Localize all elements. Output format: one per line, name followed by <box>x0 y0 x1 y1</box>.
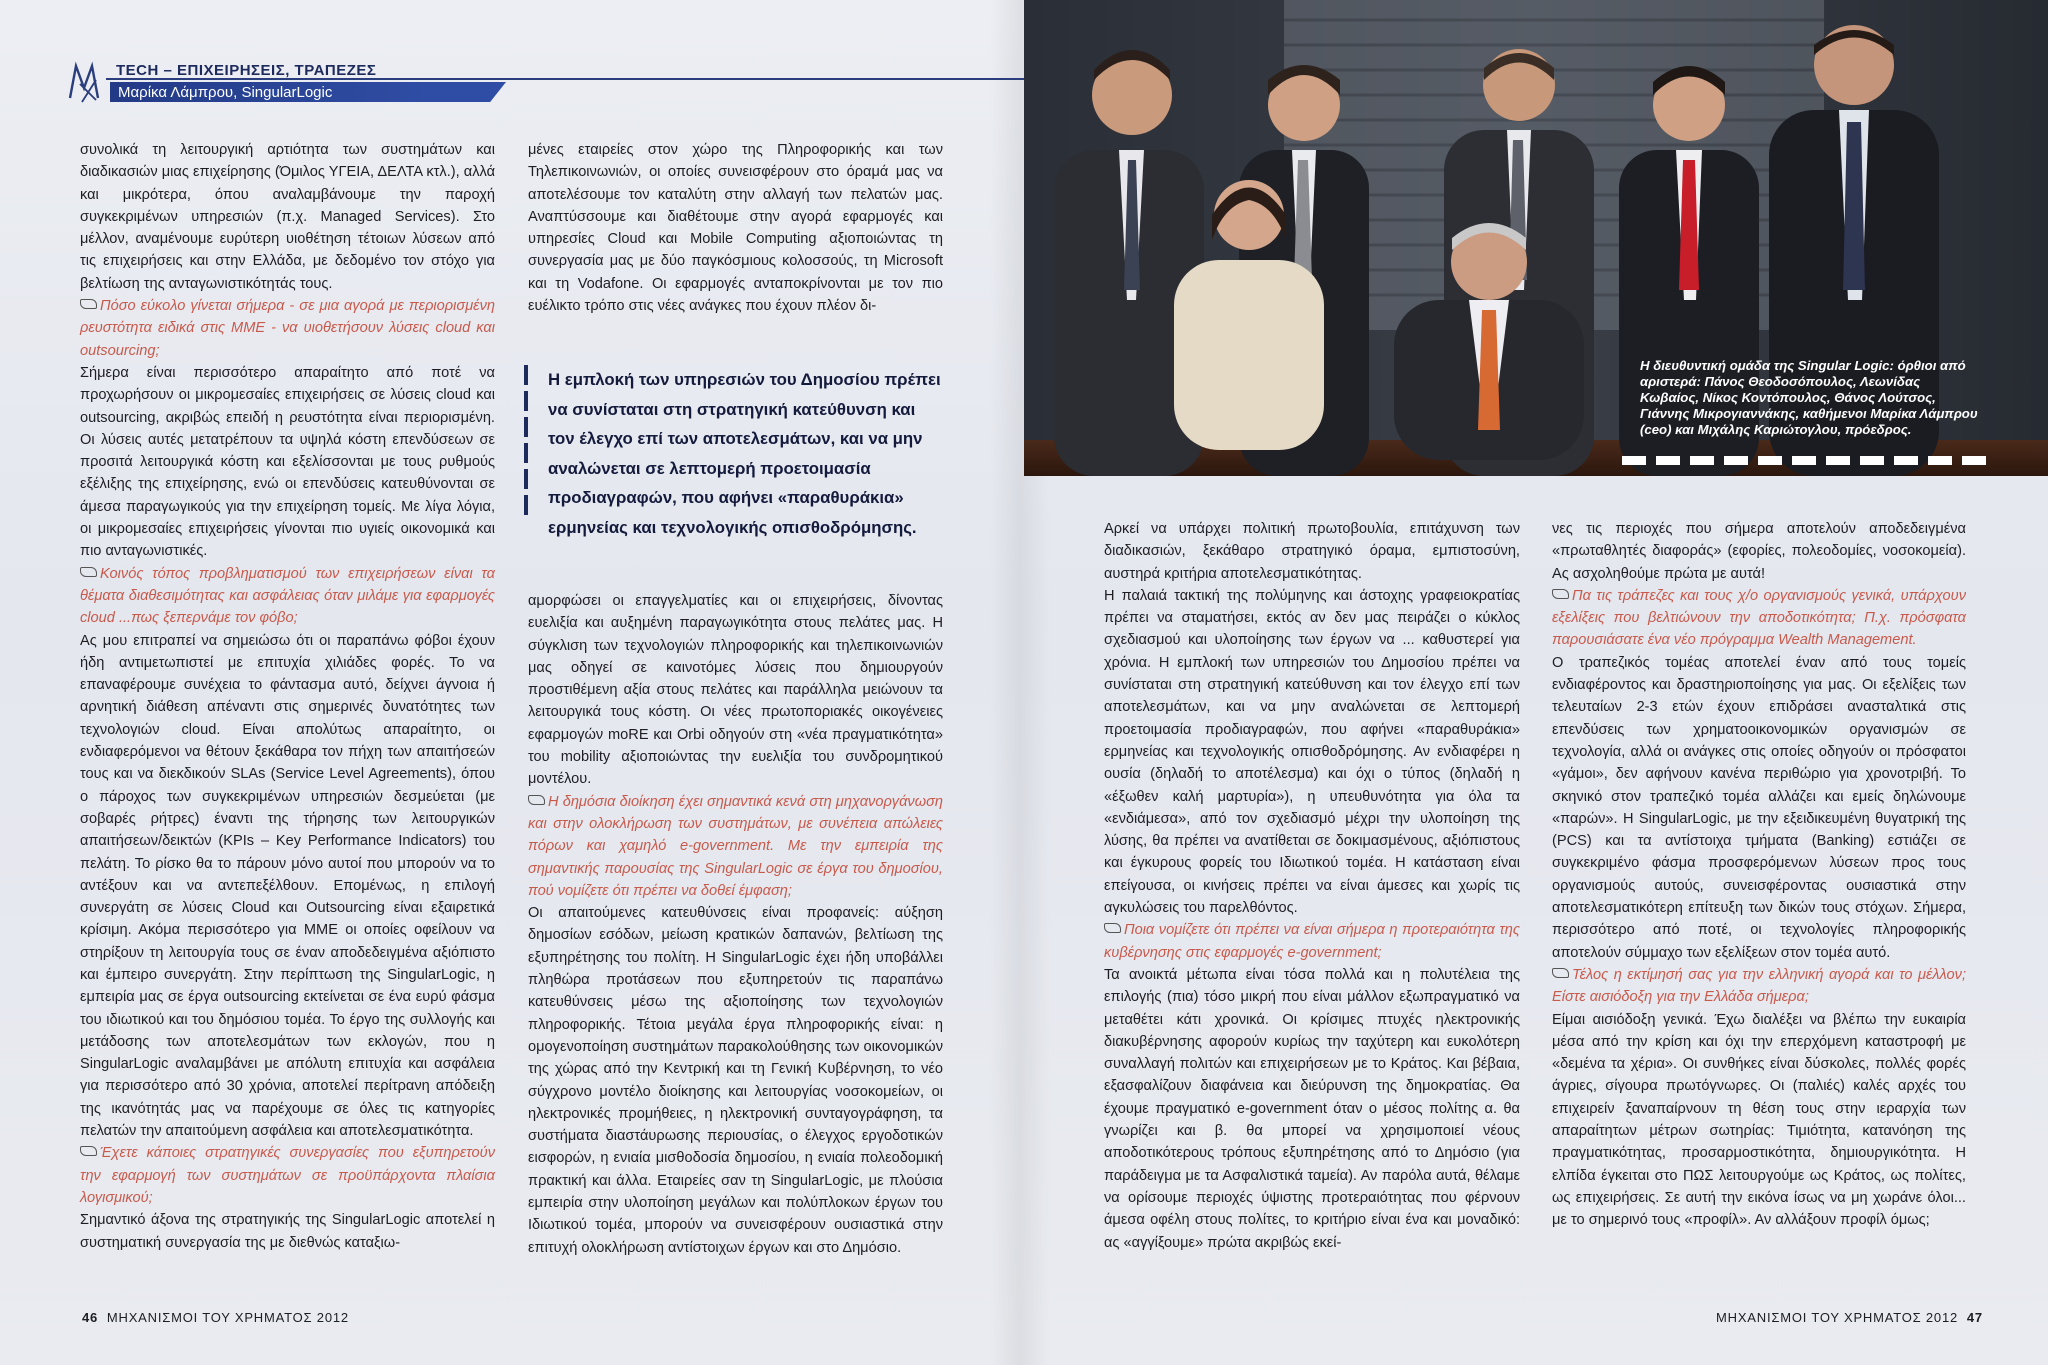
left-footer-title: ΜΗΧΑΝΙΣΜΟΙ ΤΟΥ ΧΡΗΜΑΤΟΣ 2012 <box>106 1310 349 1325</box>
interview-question: Ποια νομίζετε ότι πρέπει να είναι σήμερα η προτεραιότητα της κυβέρνησης στις εφαρμογές e-government; <box>1104 922 1520 961</box>
paragraph: Τα ανοικτά μέτωπα είναι τόσα πολλά και η πολυτέλεια της επιλογής (πια) τόσο μικρή που είναι μάλλον εξωπραγματικό να μεταθέτει κάτι χρονικά. Οι κρίσιμες πτυχές ηλεκτρονικής διακυβέρνησης αφορούν κυρίως την ταχύτερη και ευκολότερη συναλλαγή πολιτών και επιχειρήσεων με το Κράτος. Και βέβαια, εξασφαλίζουν διαφάνεια και διεύρυνση της δημοκρατίας. Θα έχουμε πραγματικό e-government όταν ο μέσος πολίτης α. θα γνωρίζει και β. θα μπορεί να χρησιμοποιεί νέους αποδοτικότερους τρόπους εξυπηρέτησης από το Δημόσιο (για παράδειγμα με τα Ασφαλιστικά ταμεία). Αν παρόλα αυτά, θέλαμε να ορίσουμε περιοχές ύψιστης προτεραιότητας που φέρνουν άμεσα οφέλη στους πολίτες, το κριτήριο είναι ένα και μοναδικό: ας «αγγίξουμε» πρώτα ακριβώς εκεί- <box>1104 966 1520 1251</box>
question-icon <box>1552 968 1569 978</box>
paragraph: Σημαντικό άξονα της στρατηγικής της SingularLogic αποτελεί η συστηματική συνεργασία της με διεθνώς καταξιω- <box>80 1212 495 1251</box>
interview-question: Κοινός τόπος προβληματισμού των επιχειρήσεων είναι τα θέματα διαθεσιμότητας και ασφάλειας όταν μιλάμε για εφαρμογές cloud ...πως ξεπερνάμε τον φόβο; <box>80 565 495 627</box>
right-page-number: 47 <box>1966 1310 1983 1325</box>
question-icon <box>1552 589 1569 599</box>
text-column-2-top <box>528 139 943 317</box>
pull-quote-text: Η εμπλοκή των υπηρεσιών του Δημοσίου πρέπει να συνίσταται στη στρατηγική κατεύθυνση και τον έλεγχο επί των αποτελεσμάτων, και να μην αναλώνεται σε λεπτομερή προετοιμασία προδιαγραφών, που αφήνει «παραθυράκια» ερμηνείας και τεχνολογικής οπισθοδρόμησης. <box>548 370 941 537</box>
pull-quote-marker <box>524 365 534 543</box>
caption-dash-ornament <box>1622 452 2042 466</box>
paragraph: συνολικά τη λειτουργική αρτιότητα των συστημάτων και διαδικασιών μιας επιχείρησης (Όμιλος ΥΓΕΙΑ, ΔΕΛΤΑ κτλ.), αλλά και μικρότερα, όπου αναλαμβάνουμε την παροχή συγκεκριμένων υπηρεσιών (π.χ. Managed Services). Στο μέλλον, αναμένουμε ευρύτερη υιοθέτηση τέτοιων λύσεων από τις επιχειρήσεις και στην Ελλάδα, με δεδομένο τον στόχο για βελτίωση της ανταγωνιστικότητάς τους. <box>80 142 495 292</box>
interview-question: Πόσο εύκολο γίνεται σήμερα - σε μια αγορά με περιορισμένη ρευστότητα ειδικά στις ΜΜΕ - να υιοθετήσουν λύσεις cloud και outsourcing; <box>80 298 495 359</box>
left-footer <box>82 1310 349 1325</box>
text-column-3 <box>1104 518 1520 1254</box>
section-title: TECH – ΕΠΙΧΕΙΡΗΣΕΙΣ, ΤΡΑΠΕΖΕΣ <box>116 62 377 79</box>
paragraph: μένες εταιρείες στον χώρο της Πληροφορικής και των Τηλεπικοινωνιών, οι οποίες συνεισφέρουν στο όραμά μας να αποτελέσουμε τον καταλύτη στην αλλαγή των πελατών μας. Αναπτύσσουμε και διαθέτουμε στην αγορά εφαρμογές και υπηρεσίες Cloud και Mobile Computing αξιοποιώντας τη συνεργασία μας με δύο παγκόσμιους κολοσσούς, τη Microsoft και τη Vodafone. Οι εφαρμογές ανταποκρίνονται με τον πιο ευέλικτο τρόπο στις νέες ανάγκες που έχουν πλέον δι- <box>528 142 943 315</box>
paragraph: Οι απαιτούμενες κατευθύνσεις είναι προφανείς: αύξηση δημοσίων εσόδων, μείωση κρατικών δαπανών, βελτίωση της εξυπηρέτησης του πολίτη. Η SingularLogic έχει ήδη υποβάλλει πληθώρα προτάσεων που εξυπηρετούν τις παραπάνω κατευθύνσεις μέσω της αξιοποίησης των τεχνολογιών πληροφορικής. Τέτοια μεγάλα έργα πληροφορικής είναι: η ομογενοποίηση συστημάτων παρακολούθησης των οικονομικών της χώρας από την Κεντρική και τη Γενική Κυβέρνηση, το νέο σύγχρονο μοντέλο διοίκησης και λειτουργίας νοσοκομείων, οι ηλεκτρονικές προμήθειες, η ηλεκτρονική συνταγογράφηση, τα συστήματα διαστάυρωσης περιουσίας, ο έλεγχος εργοδοτικών εισφορών, η ενιαία μισθοδοσία δημοσίου, η ενιαία πολεοδομική πρακτική και άλλα. Εταιρείες σαν τη SingularLogic, με πλούσια εμπειρία στην υλοποίηση μεγάλων και πολύπλοκων έργων του Ιδιωτικού τομέα, μπορούν να συνεισφέρουν ουσιαστικά στην επιτυχή ολοκλήρωση αντίστοιχων έργων και στο Δημόσιο. <box>528 905 943 1256</box>
question-icon <box>80 299 97 309</box>
interview-question: Πα τις τράπεζες και τους χ/ο οργανισμούς γενικά, υπάρχουν εξελίξεις που βελτιώνουν την αποδοτικότητα; Π.χ. πρόσφατα παρουσιάσατε ένα νέο πρόγραμμα Wealth Management. <box>1552 587 1966 649</box>
right-footer-title: ΜΗΧΑΝΙΣΜΟΙ ΤΟΥ ΧΡΗΜΑΤΟΣ 2012 <box>1716 1310 1959 1325</box>
text-column-4 <box>1552 518 1966 1232</box>
text-column-1 <box>80 139 495 1254</box>
text-column-2-bottom <box>528 590 943 1259</box>
question-icon <box>1104 923 1121 933</box>
left-page-number: 46 <box>82 1310 99 1325</box>
photo-caption: Η διευθυντική ομάδα της Singular Logic: όρθιοι από αριστερά: Πάνος Θεοδοσόπουλος, Λεωνίδας Κωβαίος, Νίκος Κοντόπουλος, Θάνος Λούτσος, Γιάννης Μικρογιαννάκης, καθήμενοι Μαρίκα Λάμπρου (ceo) και Μιχάλης Καριώτογλου, πρόεδρος. <box>1640 358 1978 437</box>
paragraph: Σήμερα είναι περισσότερο απαραίτητο από ποτέ να προχωρήσουν οι μικρομεσαίες επιχειρήσεις σε λύσεις cloud και outsourcing, ακριβώς επειδή η ρευστότητα είναι περιορισμένη. Οι λύσεις αυτές μετατρέπουν τα υψηλά κόστη επενδύσεων σε προσιτά λειτουργικά κόστη και εξελίσσονται με τους ρυθμούς εξέλιξης της επιχείρησης, ενώ οι επενδύσεις κατευθύνονται σε άμεσα παραγωγικούς για την επιχείρηση τομείς. Με λίγα λόγια, οι μικρομεσαίες επιχειρήσεις γίνονται πιο υγιείς οικονομικά και πιο ανταγωνιστικές. <box>80 364 495 560</box>
question-icon <box>80 1146 97 1156</box>
paragraph: Η παλαιά τακτική της πολύμηνης και άστοχης γραφειοκρατίας πρέπει να σταματήσει, εκτός αν δεν μας πειράζει ο κύκλος σχεδιασμού και υλοποίησης των έργων να ... καθυστερεί για χρόνια. Η εμπλοκή των υπηρεσιών του Δημοσίου πρέπει να συνίσταται στη στρατηγική κατεύθυνση και τον έλεγχο επί των αποτελεσμάτων, και να μην αναλώνεται σε λεπτομερή προετοιμασία προδιαγραφών, που αφήνει «παραθυράκια» ερμηνείας και τεχνολογικής οπισθοδρόμησης. Αν ενδιαφέρει η ουσία (δηλαδή το αποτέλεσμα) και όχι ο τύπος (δηλαδή η «έξωθεν καλή μαρτυρία»), η υπευθυνότητα για όλα τα «ενδιάμεσα», από τον σχεδιασμό μέχρι την υλοποίηση της λύσης, θα πρέπει να ανατίθεται σε δοκιμασμένους, αξιόπιστους και έγκυρους φορείς του Ιδιωτικού τομέα. Η κατάσταση είναι επείγουσα, οι κινήσεις πρέπει να είναι άμεσες και χωρίς τις αγκυλώσεις του παρελθόντος. <box>1104 587 1520 917</box>
right-footer <box>1716 1310 1983 1325</box>
interview-question: Έχετε κάποιες στρατηγικές συνεργασίες που εξυπηρετούν την εφαρμογή των συστημάτων σε προϋπάρχοντα πλαίσια λογισμικού; <box>80 1145 495 1206</box>
magazine-logo <box>66 58 106 106</box>
paragraph: Ο τραπεζικός τομέας αποτελεί έναν από τους τομείς ενδιαφέροντος και δραστηριοποίησης για μας. Οι εξελίξεις των τελευταίων 2-3 ετών έχουν επιδράσει ανασταλτικά στις επενδύσεις των χρηματοοικονομικών οργανισμών σε τεχνολογία, αλλά οι ανάγκες στις οποίες οδηγούν οι πρόσφατοι «γάμοι», δεν αφήνουν κανένα περιθώριο για χρονοτριβή. Το σκηνικό στον τραπεζικό τομέα αλλάζει και εμείς δηλώνουμε «παρών». Η SingularLogic, με την εξειδικευμένη θυγατρική της (PCS) και τα αντίστοιχα τμήματα (Banking) εστιάζει σε συγκεκριμένο φάσμα προσφερόμενων λύσεων προς τους οργανισμούς αυτούς, συνεισφέροντας ουσιαστικά στην αποτελεσματικότερη επίτευξη των δικών τους στόχων. Σήμερα, περισσότερο από ποτέ, οι τεχνολογίες πληροφορικής αποτελούν σύμμαχο των εξελίξεων στον τομέα αυτό. <box>1552 654 1966 961</box>
question-icon <box>528 795 545 805</box>
paragraph: Αρκεί να υπάρχει πολιτική πρωτοβουλία, επιτάχυνση των διαδικασιών, ξεκάθαρο στρατηγικό όραμα, εμπιστοσύνη, αυστηρά κριτήρια αποτελεσματικότητας. <box>1104 521 1520 582</box>
author-name: Μαρίκα Λάμπρου, SingularLogic <box>118 84 333 101</box>
paragraph: Είμαι αισιόδοξη γενικά. Έχω διαλέξει να βλέπω την ευκαιρία μέσα από την κρίση και όχι την επερχόμενη καταστροφή με «δεμένα τα χέρια». Οι συνθήκες είναι δύσκολες, πολλές φορές άγριες, σίγουρα πρωτόγνωρες. Οι (παλιές) καλές αρχές του επιχειρείν ξαναπαίρνουν τη θέση τους στην ιεραρχία των απαραίτητων μέτρων σωτηρίας: Τιμιότητα, κατανόηση της πραγματικότητας, προσαρμοστικότητα, δημιουργικότητα. Η ελπίδα έγκειται στο ΠΩΣ λειτουργούμε ως Κράτος, ως πολίτες, ως επιχειρήσεις. Σε αυτή την εικόνα ίσως να μη χωράνε όλοι... με το σημερινό τους «προφίλ». Αν αλλάξουν προφίλ όμως; <box>1552 1011 1966 1229</box>
question-icon <box>80 567 97 577</box>
interview-question: Τέλος η εκτίμησή σας για την ελληνική αγορά και το μέλλον; Είστε αισιόδοξη για την Ελλάδα σήμερα; <box>1552 966 1966 1006</box>
interview-question: Η δημόσια διοίκηση έχει σημαντικά κενά στη μηχανοργάνωση και στην ολοκλήρωση των συστημάτων, με συνέπεια απώλειες πόρων και χαμηλό e-government. Με την εμπειρία της σημαντικής παρουσίας της SingularLogic σε έργα του δημοσίου, πού νομίζετε ότι πρέπει να δοθεί έμφαση; <box>528 793 943 899</box>
paragraph: αμορφώσει οι επαγγελματίες και οι επιχειρήσεις, δίνοντας ευελιξία και αυξημένη παραγωγικότητα στους πελάτες μας. Η σύγκλιση των τεχνολογιών πληροφορικής και τηλεπικοινωνιών μας οδηγεί σε καινοτόμες λύσεις που δημιουργούν προστιθέμενη αξία στους πελάτες και παράλληλα μειώνουν τα λειτουργικά τους κόστη. Οι νέες πρωτοποριακές οικογένειες εφαρμογών moRE και Orbi οδηγούν στη «νέα πραγματικότητα» του mobility αξιοποιώντας την ευελιξία του συνδρομητικού μοντέλου. <box>528 593 943 788</box>
paragraph: Ας μου επιτραπεί να σημειώσω ότι οι παραπάνω φόβοι έχουν ήδη αντιμετωπιστεί με επιτυχία χιλιάδες φορές. Το να επαναφέρουμε συνέχεια το φάντασμα αυτό, δείχνει άγνοια ή αρνητική διάθεση απέναντι στις σημερινές δυνατότητες των τεχνολογιών cloud. Είναι απολύτως απαραίτητο, οι ενδιαφερόμενοι να θέτουν ξεκάθαρα τον πήχη των απαιτήσεών τους και να διεκδικούν SLAs (Service Level Agreements), όπου ο πάροχος των συγκεκριμένων υπηρεσιών δεσμεύεται (με σοβαρές ρήτρες) έναντι της τήρησης των λειτουργικών απαιτήσεων/δεικτών (KPIs – Key Performance Indicators) του πελάτη. Το ρίσκο θα το πάρουν μόνο αυτοί που μπορούν να το αντέξουν και να αντεπεξέλθουν. Επομένως, η επιλογή συνεργάτη σε λύσεις Cloud και Outsourcing είναι εξαιρετικά κρίσιμη. Ακόμα περισσότερο για ΜΜΕ οι οποίες οφείλουν να στηρίξουν τη λειτουργία τους σε έναν αποδεδειγμένα αξιόπιστο και έμπειρο συνεργάτη. Στην περίπτωση της SingularLogic, η εμπειρία μας σε έργα outsourcing εκτείνεται σε ένα ευρύ φάσμα του ιδιωτικού και του δημόσιου τομέα. Το έργο της συλλογής και μετάδοσης των αποτελεσμάτων των εκλογών, που η SingularLogic αναλαμβάνει με απόλυτη επιτυχία και ασφάλεια για περισσότερο από 30 χρόνια, αποτελεί περίτρανη απόδειξη της ικανότητάς μας να παρέχουμε σε όλες τις κατηγορίες πελατών την απαιτούμενη ασφάλεια και αποτελεσματικότητα. <box>80 632 495 1140</box>
paragraph: νες τις περιοχές που σήμερα αποτελούν αποδεδειγμένα «πρωταθλητές διαφοράς» (εφορίες, πολεοδομίες, νοσοκομεία). Ας ασχοληθούμε πρώτα με αυτά! <box>1552 521 1966 582</box>
